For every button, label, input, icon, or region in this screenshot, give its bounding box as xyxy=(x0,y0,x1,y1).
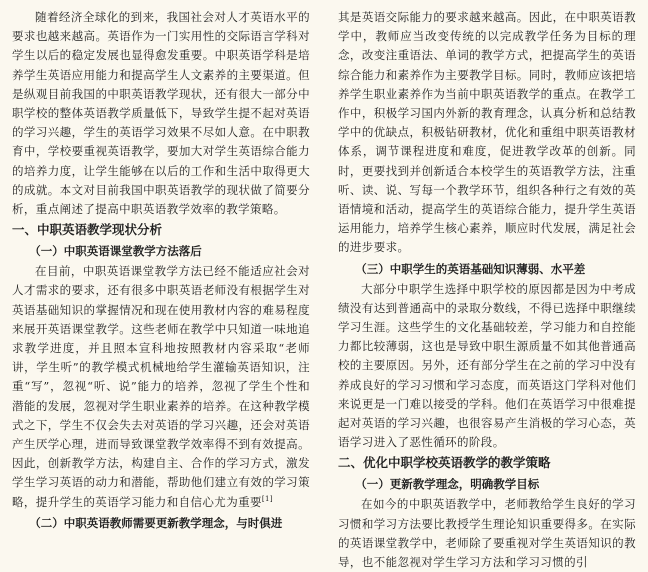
subsection-2-1-paragraph: 在如今的中职英语教学中，老师教给学生良好的学习习惯和学习方法要比教授学生理论知识重要得多。在实际的英语课堂教学中，老师除了要重视对学生英语知识的教导，也不能忽视对学生学习方法和学习习惯的引 xyxy=(338,497,636,570)
subsection-1-1-heading: （一）中职英语课堂教学方法落后 xyxy=(29,244,202,259)
reference-marker: [1] xyxy=(261,494,274,503)
subsection-1-3-heading: （三）中职学生的英语基础知识薄弱、水平差 xyxy=(355,261,586,276)
subsection-1-3-paragraph: 大部分中职学生选择中职学校的原因都是因为中考成绩没有达到普通高中的录取分数线，不得已选择中职继续学习生涯。这些学生的文化基础较差，学习能力和自控能力都比较薄弱，这也是导致中职生源质量不如其他普通高校的主要原因。另外，还有部分学生在之前的学习中没有养成良好的学习习惯和学习态度，而英语这门学科对他们来说更是一门难以接受的学科。他们在英语学习中很难提起对英语的学习兴趣，也很容易产生消极的学习心态，英语学习进入了恶性循环的阶段。 xyxy=(338,281,636,450)
section-2-heading: 二、优化中职学校英语教学的教学策略 xyxy=(338,455,551,471)
intro-paragraph: 随着经济全球化的到来，我国社会对人才英语水平的要求也越来越高。英语作为一门实用性的交际语言学科对学生以后的稳定发展也显得愈发重要。中职英语学科是培养学生英语应用能力和提高学生人文素养的主要渠道。但是纵观目前我国的中职英语教学现状，还有很大一部分中职学校的整体英语教学质量低下，导致学生提不起对英语的学习兴趣，学生的英语学习效果不尽如人意。在中职教育中，学校要重视英语教学，要加大对学生英语综合能力的培养力度，让学生能够在以后的工作和生活中取得更大的成就。本文对目前我国中职英语教学的现状做了简要分析，重点阐述了提高中职英语教学效率的教学策略。 xyxy=(12,10,310,217)
right-column xyxy=(338,8,636,572)
subsection-1-1-paragraph xyxy=(12,262,310,512)
section-1-heading: 一、中职英语教学现状分析 xyxy=(12,222,163,238)
continued-paragraph: 其是英语交际能力的要求越来越高。因此，在中职英语教学中，教师应当改变传统的以完成教学任务为目标的理念，改变注重语法、单词的教学方式，把提高学生的英语综合能力和素养作为主要教学目标。同时，教师应该把培养学生职业素养作为当前中职英语教学的重点。在教学工作中，积极学习国内外新的教育理念，认真分析和总结教学中的优缺点，积极钻研教材，优化和重组中职英语教材体系，调节课程进度和难度，促进教学改革的创新。同时，更要找到并创新适合本校学生的英语教学方法，注重听、读、说、写每一个教学环节，组织各种行之有效的英语情境和活动，提高学生的英语综合能力，提升学生英语运用能力，培养学生核心素养，顺应时代发展，满足社会的进步要求。 xyxy=(338,10,636,255)
left-column xyxy=(12,8,310,534)
subsection-1-1-text: 在目前，中职英语课堂教学方法已经不能适应社会对人才需求的要求，还有很多中职英语老师没有根据学生对英语基础知识的掌握情况和现在使用教材内容的难易程度来展开英语课堂教学。这些老师在教学中只知道一味地追求教学进度，并且照本宣科地按照教材内容采取“老师讲，学生听”的教学模式机械地给学生灌输英语知识，注重“写”，忽视“听、说”能力的培养，忽视了学生个性和潜能的发展，忽视对学生职业素养的培养。在这种教学模式之下，学生不仅会失去对英语的学习兴趣，还会对英语产生厌学心理，进而导致课堂教学效率得不到有效提高。因此，创新教学方法，构建自主、合作的学习方式，激发学生学习英语的动力和潜能，帮助他们建立有效的学习策略，提升学生的英语学习能力和自信心尤为重要 xyxy=(12,264,310,509)
subsection-2-1-heading: （一）更新教学理念，明确教学目标 xyxy=(355,477,540,492)
subsection-1-2-heading: （二）中职英语教师需要更新教学理念，与时俱进 xyxy=(29,515,283,530)
